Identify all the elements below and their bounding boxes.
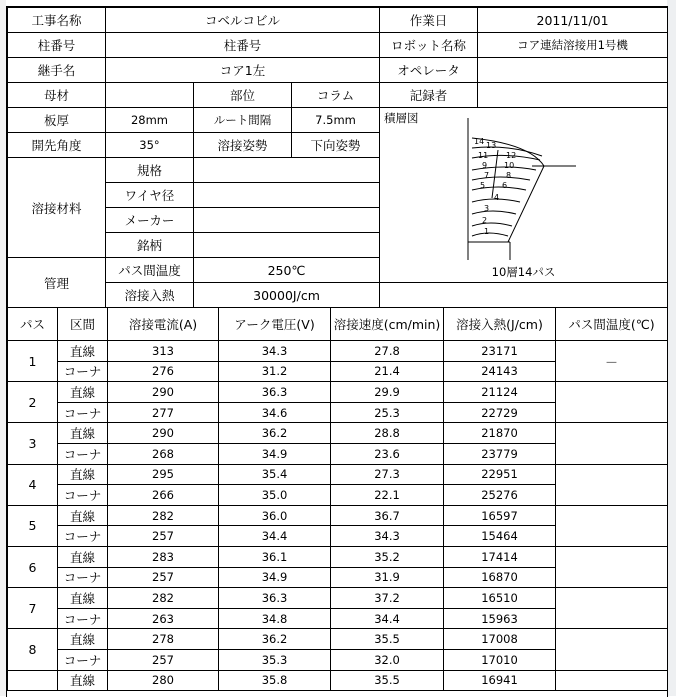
interpass-temp-value: 250℃ <box>194 258 380 283</box>
table-row <box>8 505 668 526</box>
speed-cell: 27.8 <box>331 341 444 362</box>
region-cell: コーナ <box>58 649 108 670</box>
region-cell: コーナ <box>58 485 108 506</box>
robot-label: ロボット名称 <box>380 33 478 58</box>
current-cell: 276 <box>108 361 219 382</box>
pass-label-12: 12 <box>506 151 517 160</box>
voltage-cell: 34.8 <box>219 608 331 629</box>
speed-cell: 34.4 <box>331 608 444 629</box>
operator-label: オペレータ <box>380 58 478 83</box>
heat-input-cell: 16870 <box>444 567 556 588</box>
table-row <box>8 382 668 403</box>
pass-label-13: 13 <box>486 141 497 150</box>
heat-input-value: 30000J/cm <box>194 283 380 308</box>
pass-label-11: 11 <box>478 151 489 160</box>
col-header-interpass-temp: パス間温度(℃) <box>556 308 668 341</box>
interpass-temp-cell <box>556 546 668 587</box>
current-cell: 257 <box>108 567 219 588</box>
speed-cell: 27.3 <box>331 464 444 485</box>
groove-angle-label: 開先角度 <box>8 133 106 158</box>
voltage-cell: 36.2 <box>219 629 331 650</box>
current-cell: 268 <box>108 443 219 464</box>
speed-cell: 35.2 <box>331 546 444 567</box>
pass-label-4: 4 <box>494 193 500 202</box>
region-cell: 直線 <box>58 588 108 609</box>
col-header-current: 溶接電流(A) <box>108 308 219 341</box>
interpass-temp-cell <box>556 505 668 546</box>
weld-position-value: 下向姿勢 <box>292 133 380 158</box>
region-cell: 直線 <box>58 423 108 444</box>
operator-value <box>478 58 668 83</box>
root-gap-label: ルート間隔 <box>194 108 292 133</box>
spec-label: 規格 <box>106 158 194 183</box>
region-cell: 直線 <box>58 464 108 485</box>
current-cell: 263 <box>108 608 219 629</box>
region-cell: 直線 <box>58 629 108 650</box>
project-value: コベルコビル <box>106 8 380 33</box>
voltage-cell: 35.0 <box>219 485 331 506</box>
pass-number-cell: 5 <box>8 505 58 546</box>
speed-cell: 34.3 <box>331 526 444 547</box>
col-header-heat-input: 溶接入熱(J/cm) <box>444 308 556 341</box>
speed-cell: 25.3 <box>331 402 444 423</box>
speed-cell: 32.0 <box>331 649 444 670</box>
heat-input-cell: 21870 <box>444 423 556 444</box>
header-info-table <box>7 7 668 308</box>
bead-1 <box>472 233 508 236</box>
pass-label-1: 1 <box>484 227 490 236</box>
voltage-cell: 34.3 <box>219 341 331 362</box>
interpass-temp-cell <box>556 588 668 629</box>
region-cell: コーナ <box>58 567 108 588</box>
current-cell: 313 <box>108 341 219 362</box>
col-header-pass: パス <box>8 308 58 341</box>
table-row <box>8 670 668 691</box>
interpass-temp-cell <box>556 670 668 691</box>
speed-cell: 36.7 <box>331 505 444 526</box>
pass-number-cell: 3 <box>8 423 58 464</box>
column-value: 柱番号 <box>106 33 380 58</box>
pass-number-cell: 6 <box>8 546 58 587</box>
heat-input-cell: 16941 <box>444 670 556 691</box>
current-cell: 290 <box>108 423 219 444</box>
current-cell: 257 <box>108 649 219 670</box>
heat-input-cell: 23779 <box>444 443 556 464</box>
col-header-speed: 溶接速度(cm/min) <box>331 308 444 341</box>
table-row <box>8 464 668 485</box>
pass-label-14: 14 <box>474 137 485 146</box>
current-cell: 257 <box>108 526 219 547</box>
region-cell: コーナ <box>58 361 108 382</box>
recorder-label: 記録者 <box>380 83 478 108</box>
pass-label-7: 7 <box>484 171 490 180</box>
current-cell: 295 <box>108 464 219 485</box>
region-cell: 直線 <box>58 546 108 567</box>
joint-label: 継手名 <box>8 58 106 83</box>
maker-label: メーカー <box>106 208 194 233</box>
pass-label-5: 5 <box>480 181 486 190</box>
interpass-temp-cell <box>556 464 668 505</box>
pass-label-8: 8 <box>506 171 512 180</box>
weld-position-label: 溶接姿勢 <box>194 133 292 158</box>
speed-cell: 29.9 <box>331 382 444 403</box>
heat-input-cell: 21124 <box>444 382 556 403</box>
speed-cell: 21.4 <box>331 361 444 382</box>
table-row <box>8 341 668 362</box>
heat-input-cell: 17414 <box>444 546 556 567</box>
pass-label-9: 9 <box>482 161 488 170</box>
pass-label-6: 6 <box>502 181 508 190</box>
heat-input-cell: 15464 <box>444 526 556 547</box>
col-header-region: 区間 <box>58 308 108 341</box>
robot-value: コア連結溶接用1号機 <box>478 33 668 58</box>
diagram-title: 積層図 <box>384 111 419 125</box>
joint-value: コア1左 <box>106 58 380 83</box>
pass-label-10: 10 <box>504 161 515 170</box>
voltage-cell: 34.9 <box>219 567 331 588</box>
speed-cell: 22.1 <box>331 485 444 506</box>
voltage-cell: 36.3 <box>219 588 331 609</box>
part-value: コラム <box>292 83 380 108</box>
voltage-cell: 35.8 <box>219 670 331 691</box>
bead-split-line <box>492 150 498 198</box>
table-row <box>8 546 668 567</box>
current-cell: 278 <box>108 629 219 650</box>
interpass-temp-cell <box>556 423 668 464</box>
brand-value <box>194 233 380 258</box>
region-cell: 直線 <box>58 670 108 691</box>
voltage-cell: 36.2 <box>219 423 331 444</box>
project-label: 工事名称 <box>8 8 106 33</box>
region-cell: コーナ <box>58 443 108 464</box>
pass-label-2: 2 <box>482 216 488 225</box>
column-label: 柱番号 <box>8 33 106 58</box>
layer-diagram-cell <box>380 108 668 283</box>
interpass-temp-cell <box>556 382 668 423</box>
voltage-cell: 31.2 <box>219 361 331 382</box>
date-value: 2011/11/01 <box>478 8 668 33</box>
heat-input-cell: 15963 <box>444 608 556 629</box>
heat-input-cell: 24143 <box>444 361 556 382</box>
interpass-temp-cell <box>556 629 668 670</box>
heat-input-cell: 17010 <box>444 649 556 670</box>
wire-diameter-value <box>194 183 380 208</box>
layer-diagram <box>380 108 668 283</box>
voltage-cell: 36.3 <box>219 382 331 403</box>
voltage-cell: 34.6 <box>219 402 331 423</box>
voltage-cell: 36.1 <box>219 546 331 567</box>
voltage-cell: 36.0 <box>219 505 331 526</box>
region-cell: コーナ <box>58 402 108 423</box>
weld-material-label: 溶接材料 <box>8 158 106 258</box>
pass-number-cell <box>8 670 58 691</box>
pass-table-body <box>8 308 668 691</box>
thickness-label: 板厚 <box>8 108 106 133</box>
voltage-cell: 35.3 <box>219 649 331 670</box>
region-cell: 直線 <box>58 341 108 362</box>
voltage-cell: 34.9 <box>219 443 331 464</box>
interpass-temp-cell: － <box>556 341 668 382</box>
region-cell: 直線 <box>58 382 108 403</box>
pass-number-cell: 2 <box>8 382 58 423</box>
pass-data-table <box>7 307 668 691</box>
current-cell: 277 <box>108 402 219 423</box>
speed-cell: 28.8 <box>331 423 444 444</box>
speed-cell: 23.6 <box>331 443 444 464</box>
current-cell: 266 <box>108 485 219 506</box>
heat-input-cell: 23171 <box>444 341 556 362</box>
pass-table-header-row <box>8 308 668 341</box>
table-row <box>8 588 668 609</box>
current-cell: 280 <box>108 670 219 691</box>
pass-number-cell: 7 <box>8 588 58 629</box>
date-label: 作業日 <box>380 8 478 33</box>
speed-cell: 35.5 <box>331 670 444 691</box>
table-row <box>8 629 668 650</box>
voltage-cell: 34.4 <box>219 526 331 547</box>
voltage-cell: 35.4 <box>219 464 331 485</box>
speed-cell: 37.2 <box>331 588 444 609</box>
maker-value <box>194 208 380 233</box>
weld-record-sheet <box>6 6 668 697</box>
heat-input-cell: 16510 <box>444 588 556 609</box>
interpass-temp-label: パス間温度 <box>106 258 194 283</box>
heat-input-label: 溶接入熱 <box>106 283 194 308</box>
base-metal-value <box>106 83 194 108</box>
current-cell: 290 <box>108 382 219 403</box>
bead-3 <box>472 211 516 214</box>
current-cell: 282 <box>108 505 219 526</box>
current-cell: 282 <box>108 588 219 609</box>
region-cell: コーナ <box>58 608 108 629</box>
diagram-caption-row <box>380 283 668 308</box>
wire-diameter-label: ワイヤ径 <box>106 183 194 208</box>
bead-7-8 <box>472 177 530 180</box>
diagram-caption: 10層14パス <box>491 265 556 279</box>
heat-input-cell: 16597 <box>444 505 556 526</box>
groove-angle-value: 35° <box>106 133 194 158</box>
pass-number-cell: 1 <box>8 341 58 382</box>
pass-number-cell: 8 <box>8 629 58 670</box>
current-cell: 283 <box>108 546 219 567</box>
region-cell: 直線 <box>58 505 108 526</box>
bead-2 <box>472 223 512 226</box>
speed-cell: 31.9 <box>331 567 444 588</box>
heat-input-cell: 25276 <box>444 485 556 506</box>
table-row <box>8 423 668 444</box>
recorder-value <box>478 83 668 108</box>
region-cell: コーナ <box>58 526 108 547</box>
base-metal-label: 母材 <box>8 83 106 108</box>
speed-cell: 35.5 <box>331 629 444 650</box>
heat-input-cell: 17008 <box>444 629 556 650</box>
heat-input-cell: 22729 <box>444 402 556 423</box>
control-label: 管理 <box>8 258 106 308</box>
brand-label: 銘柄 <box>106 233 194 258</box>
part-label: 部位 <box>194 83 292 108</box>
heat-input-cell: 22951 <box>444 464 556 485</box>
col-header-voltage: アーク電圧(V) <box>219 308 331 341</box>
page-gutter-right <box>667 0 676 696</box>
thickness-value: 28mm <box>106 108 194 133</box>
pass-number-cell: 4 <box>8 464 58 505</box>
spec-value <box>194 158 380 183</box>
root-gap-value: 7.5mm <box>292 108 380 133</box>
pass-label-3: 3 <box>484 204 490 213</box>
